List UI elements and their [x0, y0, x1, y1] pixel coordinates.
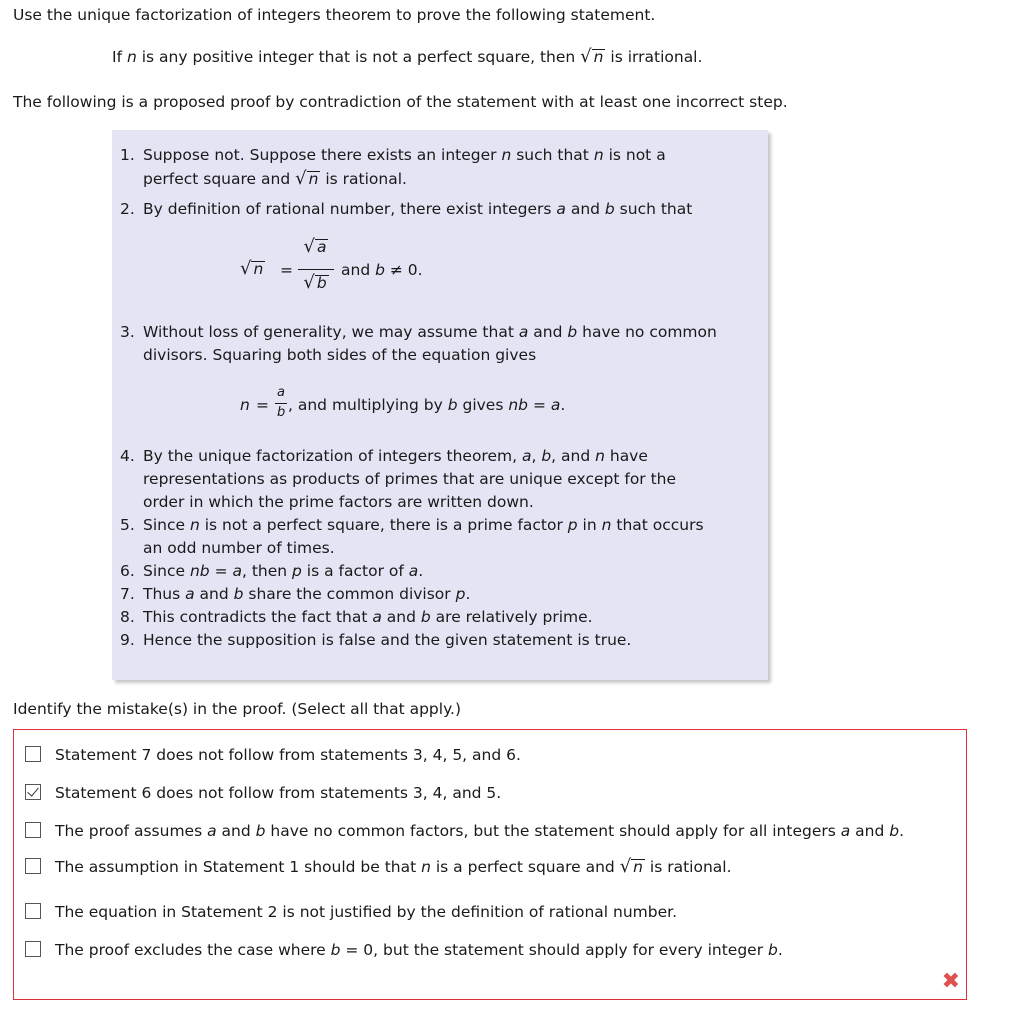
question-prompt: Identify the mistake(s) in the proof. (Select all that apply.) — [13, 700, 462, 718]
checkbox-checked[interactable] — [25, 784, 41, 800]
checkbox[interactable] — [25, 822, 41, 838]
proof-step-8: 8. This contradicts the fact that a and b are relatively prime. — [120, 608, 593, 626]
statement: If n is any positive integer that is not a perfect square, then √ n is irrational. — [112, 46, 703, 67]
incorrect-x-icon: ✖ — [941, 969, 960, 994]
proof-step-7: 7. Thus a and b share the common divisor p. — [120, 585, 471, 603]
proof-step-5: 5. Since n is not a perfect square, there is a prime factor p in n that occurs an odd number of times. — [120, 516, 704, 557]
proof-box: 1. Suppose not. Suppose there exists an integer n such that n is not a perfect square and √ n is rational. 2. By definition of rational number, there exist integers a and b such that √ n = √ a √ b and b ≠ 0. 3. Without loss of generality, we may assume that a and b have no common divisors. Squaring both sides of the equation gives n = a b , and multiplying by b gives nb = a. 4. By the unique factorization of integers theorem, a, b, and n have representations as products of primes that are unique except for the order in which the prime factors are written down. 5. Since n is not a perfect square, there is a prime factor p in n that occurs an odd number of times. 6. Since nb = a, then p is a factor of a. 7. Thus a and b share the common divisor p. 8. This contradicts the fact that a and b are relatively prime. 9. Hence the supposition is false and the given statement is true. — [112, 130, 768, 680]
proof-step-1: 1. Suppose not. Suppose there exists an integer n such that n is not a perfect square and √ n is rational. — [120, 146, 666, 189]
proof-step-9: 9. Hence the supposition is false and the given statement is true. — [120, 631, 632, 649]
checkbox[interactable] — [25, 903, 41, 919]
answer-box: Statement 7 does not follow from statements 3, 4, 5, and 6. Statement 6 does not follow from statements 3, 4, and 5. The proof assumes a and b have no common factors, but the statement should apply for all integers a and b. The assumption in Statement 1 should be that n is a perfect square and √ n is rational. The equation in Statement 2 is not justified by the definition of rational number. The proof excludes the case where b = 0, but the statement should apply for every integer b. ✖ — [13, 729, 967, 1000]
checkbox[interactable] — [25, 941, 41, 957]
proof-step-2: 2. By definition of rational number, there exist integers a and b such that — [120, 200, 693, 218]
instructions: Use the unique factorization of integers theorem to prove the following statement. — [13, 6, 656, 24]
checkbox[interactable] — [25, 746, 41, 762]
proposed-proof-intro: The following is a proposed proof by contradiction of the statement with at least one incorrect step. — [13, 93, 788, 111]
proof-step-6: 6. Since nb = a, then p is a factor of a. — [120, 562, 424, 580]
proof-step-4: 4. By the unique factorization of integers theorem, a, b, and n have representations as products of primes that are unique except for the order in which the prime factors are written down. — [120, 447, 677, 511]
sqrt-n: √ n — [580, 46, 604, 67]
proof-step-3: 3. Without loss of generality, we may assume that a and b have no common divisors. Squaring both sides of the equation gives — [120, 323, 717, 364]
checkbox[interactable] — [25, 858, 41, 874]
